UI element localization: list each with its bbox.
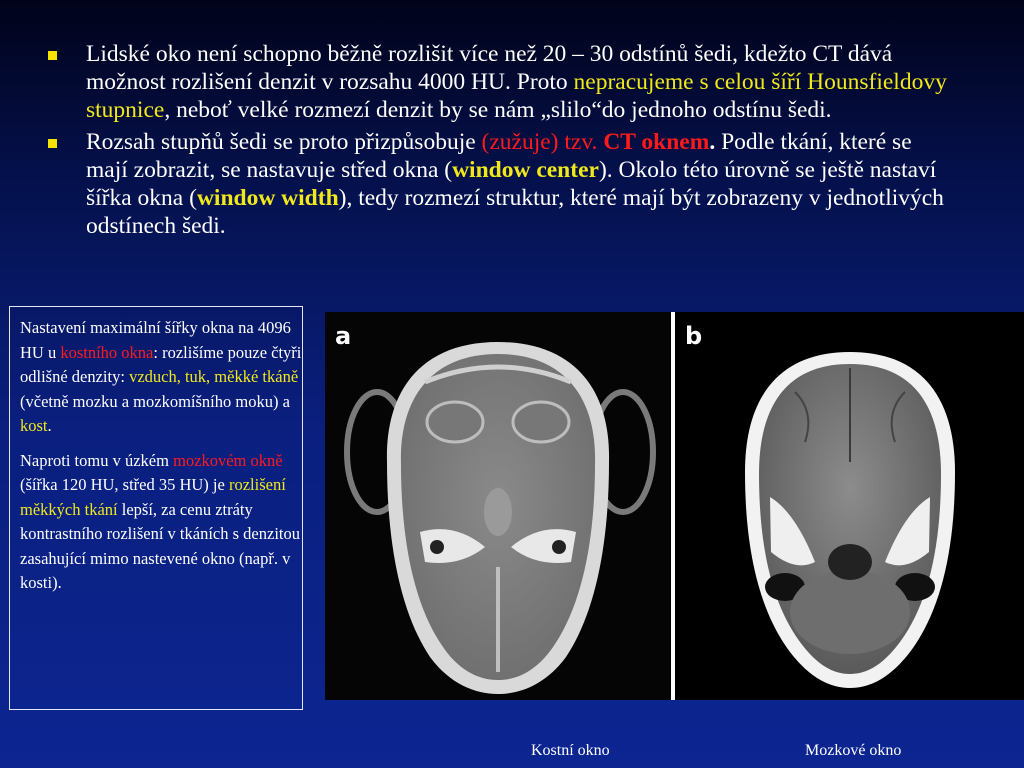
text: Naproti tomu v úzkém: [20, 450, 174, 470]
text: (šířka 120 HU, střed 35 HU) je: [20, 475, 229, 494]
text: : rozlišíme pouze čtyři odlišné denzity:: [20, 342, 302, 386]
ct-scan-bone-icon: [325, 312, 671, 700]
caption-bone-window: Kostní okno: [531, 742, 610, 759]
highlight: vzduch, tuk, měkké tkáně: [129, 367, 299, 386]
text: Nastavení maximální šířky okna na 4096 HU u: [20, 318, 291, 362]
highlight-red: kostního okna: [60, 342, 154, 362]
caption-brain-window: Mozkové okno: [805, 742, 902, 759]
panel-letter-b: b: [685, 322, 703, 350]
highlight-red: mozkovém okně: [173, 450, 283, 470]
window-width-term: window width: [196, 185, 339, 211]
text: Lidské oko není schopno běžně rozlišit více než 20 – 30 odstínů šedi, kdežto CT dává možnost rozlišení denzit v rozsahu 4000 HU. Proto: [86, 41, 893, 95]
ct-window-term: CT oknem: [603, 129, 710, 155]
panel-letter-a: a: [335, 322, 352, 350]
bullet-list: [48, 40, 948, 244]
bullet-item-1: [48, 40, 948, 124]
highlight: rozlišení měkkých tkání: [20, 475, 286, 519]
ct-image-brain-window: [675, 312, 1024, 700]
text: Podle tkání, které se mají zobrazit, se nastavuje střed okna (: [86, 129, 912, 183]
note-box: [9, 306, 303, 710]
text: Rozsah stupňů šedi se proto přizpůsobuje: [86, 129, 482, 155]
text: .: [709, 129, 716, 155]
text: ), tedy rozmezí struktur, které mají být zobrazeny v jednotlivých odstínech šedi.: [86, 185, 944, 239]
highlight-red: (zužuje) tzv.: [481, 129, 604, 155]
square-bullet-icon: [48, 51, 57, 60]
text: , neboť velké rozmezí denzit by se nám „slilo“do jednoho odstínu šedi.: [164, 97, 832, 123]
text: lepší, za cenu ztráty kontrastního rozlišení v tkáních s denzitou zasahující mimo nastevené okno (např. v kosti).: [20, 499, 300, 592]
square-bullet-icon: [48, 139, 57, 148]
text: (včetně mozku a mozkomíšního moku) a: [20, 391, 290, 411]
ct-scan-brain-icon: [675, 312, 1024, 700]
highlight: kost: [20, 416, 48, 435]
highlight: nepracujeme s celou šíří Hounsfieldovy stupnice: [86, 69, 947, 123]
text: .: [47, 416, 52, 435]
window-center-term: window center: [452, 157, 599, 183]
text: ). Okolo této úrovně se ještě nastaví šířka okna (: [86, 157, 937, 211]
bullet-item-2: [48, 128, 948, 240]
ct-image-bone-window: [325, 312, 671, 700]
note-paragraph-2: [20, 449, 302, 596]
note-paragraph-1: [20, 316, 302, 439]
